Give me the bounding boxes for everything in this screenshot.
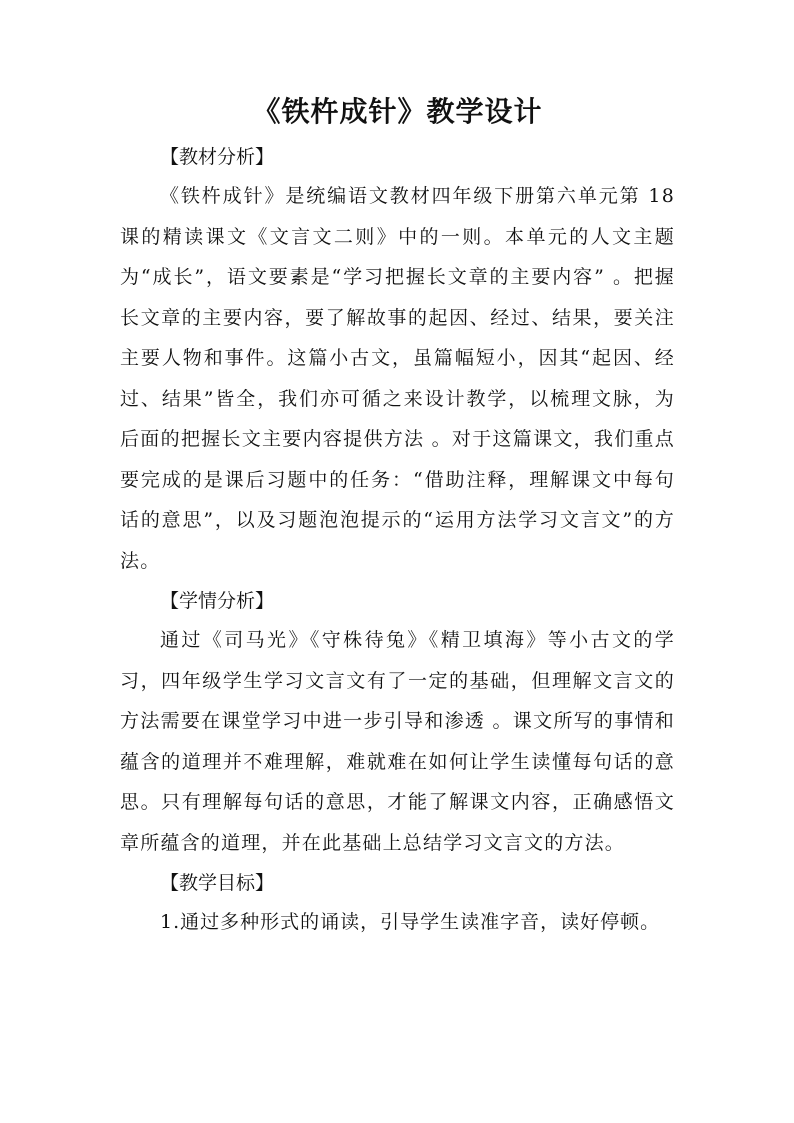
section-heading-teaching-goals: 【教学目标】 xyxy=(160,872,275,894)
document-title: 《铁杵成针》教学设计 xyxy=(252,95,543,128)
teaching-goal-item: 1.通过多种形式的诵读，引导学生读准字音，读好停顿。 xyxy=(160,911,661,933)
section-heading-student-analysis: 【学情分析】 xyxy=(160,590,275,612)
section-paragraph-textbook-analysis: 《铁杵成针》是统编语文教材四年级下册第六单元第 18 课的精读课文《文言文二则》中的一则。本单元的人文主题为“成长”，语文要素是“学习把握长文章的主要内容” 。把握长文章的主要内容，要了解故事的起因、经过、结果，要关注主要人物和事件。这篇小古文，虽篇幅短小，因其“起因、经过、结果”皆全，我们亦可循之来设计教学，以梳理文脉，为后面的把握长文主要内容提供方法 。对于这篇课文，我们重点要完成的是课后习题中的任务：“借助注释，理解课文中每句话的意思”，以及习题泡泡提示的“运用方法学习文言文”的方法。 xyxy=(120,185,675,572)
section-paragraph-student-analysis: 通过《司马光》《守株待兔》《精卫填海》等小古文的学习，四年级学生学习文言文有了一定的基础，但理解文言文的方法需要在课堂学习中进一步引导和渗透 。课文所写的事情和蕴含的道理并不难理解，难就难在如何让学生读懂每句话的意思。只有理解每句话的意思，才能了解课文内容，正确感悟文章所蕴含的道理，并在此基础上总结学习文言文的方法。 xyxy=(120,629,675,854)
document-page xyxy=(120,92,675,942)
section-heading-textbook-analysis: 【教材分析】 xyxy=(160,146,275,168)
